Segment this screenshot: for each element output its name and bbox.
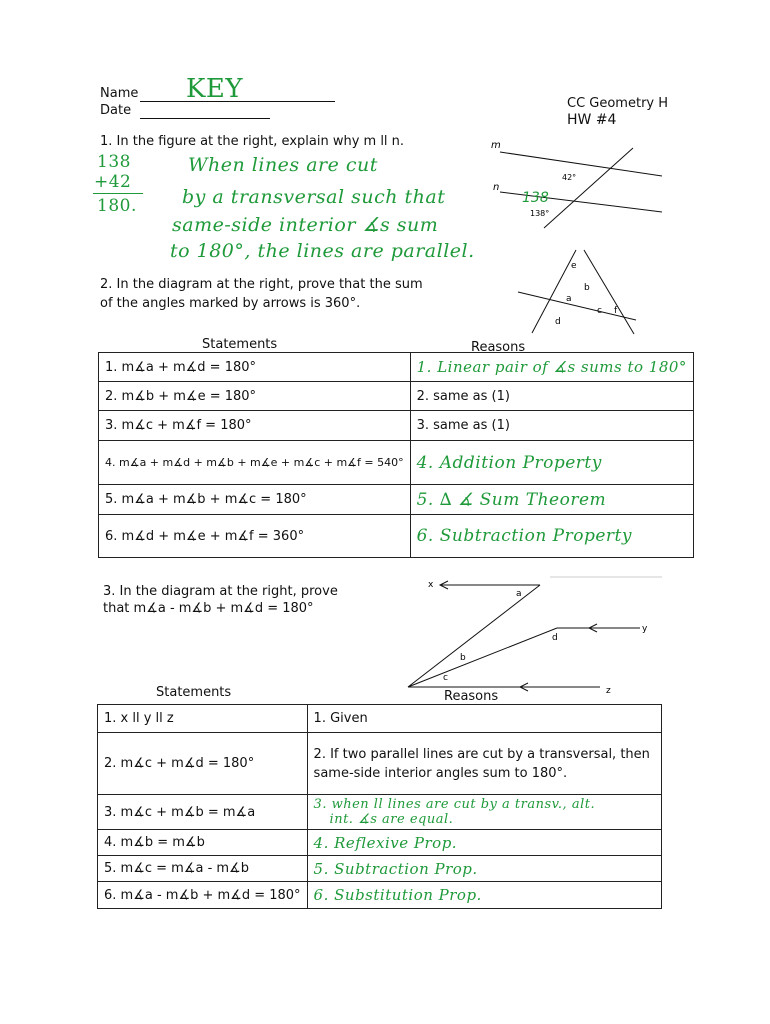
problem1-answer-1: When lines are cut [188,154,378,176]
reason-cell [307,882,661,909]
table-row [98,733,662,795]
label-b: b [460,653,466,663]
reason-cell [307,733,661,795]
table-row [98,705,662,733]
angle-label-handwritten: 138 [522,190,549,206]
problem3-prompt-2: that m∡a - m∡b + m∡d = 180° [103,601,314,616]
reason-hand: 6. Substitution Prop. [313,886,482,904]
problem1-work-3: 180. [97,196,137,216]
statement-cell: 6. m∡a - m∡b + m∡d = 180° [98,882,308,909]
reason-hand: 1. Linear pair of ∡s sums to 180° [416,358,687,376]
reason-cell [307,795,661,830]
reason-line-2: same-side interior angles sum to 180°. [313,765,568,781]
problem1-answer-4: to 180°, the lines are parallel. [170,240,475,262]
name-label: Name [100,86,139,101]
reason-cell: 2. same as (1) [410,382,693,411]
reason-cell: 3. same as (1) [410,411,693,441]
label-b: b [584,283,590,293]
problem1-answer-2: by a transversal such that [182,186,446,208]
problem3-proof-table [97,704,662,909]
label-d: d [555,317,561,327]
label-x: x [428,580,434,590]
reason-hand: 5. ∆ ∡ Sum Theorem [416,489,607,510]
statement-cell: 6. m∡d + m∡e + m∡f = 360° [99,515,411,558]
label-d: d [552,633,558,643]
problem2-prompt-2: of the angles marked by arrows is 360°. [100,296,361,311]
reason-hand: 5. Subtraction Prop. [313,859,478,878]
reason-hand: 4. Addition Property [416,452,602,473]
date-label: Date [100,103,132,118]
problem1-work-2: +42 [94,172,132,192]
label-a: a [566,294,572,304]
problem3-reasons-header: Reasons [444,689,499,704]
statement-cell: 4. m∡b = m∡b [98,830,308,856]
problem1-prompt: 1. In the figure at the right, explain why m ll n. [100,134,405,149]
name-value: KEY [186,74,244,104]
problem3-statements-header: Statements [156,685,232,700]
angle-label-top: 42° [562,173,577,182]
transversal-a [408,585,540,687]
label-f: f [614,306,618,316]
statement-cell: 2. m∡b + m∡e = 180° [99,382,411,411]
reason-cell: 1. Given [307,705,661,733]
table-row [98,795,662,830]
reason-cell [307,856,661,882]
statement-cell: 1. x ll y ll z [98,705,308,733]
problem1-answer-3: same-side interior ∡s sum [172,214,439,236]
label-n: n [493,182,500,193]
angle-label-bottom: 138° [530,209,550,218]
course-title: CC Geometry H [567,96,669,111]
reason-hand: 6. Subtraction Property [416,526,632,546]
label-m: m [491,140,501,151]
statement-cell: 1. m∡a + m∡d = 180° [99,353,411,382]
label-e: e [571,261,577,271]
reason-line-2: int. ∡s are equal. [329,812,454,827]
label-c: c [443,673,448,683]
statement-cell: 3. m∡c + m∡f = 180° [99,411,411,441]
label-z: z [606,686,611,696]
statement-cell: 5. m∡a + m∡b + m∡c = 180° [99,485,411,515]
problem1-work-1: 138 [97,152,131,172]
reason-line-1: 3. when ll lines are cut by a transv., alt. [313,797,596,812]
statement-cell: 5. m∡c = m∡a - m∡b [98,856,308,882]
label-a: a [516,589,522,599]
label-y: y [642,624,648,634]
table-row [98,856,662,882]
table-row [98,830,662,856]
reason-line-1: 2. If two parallel lines are cut by a transversal, then [313,746,650,762]
statement-cell: 2. m∡c + m∡d = 180° [98,733,308,795]
assignment-title: HW #4 [567,112,617,128]
transversal-b [408,628,557,687]
reason-cell [307,830,661,856]
problem2-statements-header: Statements [202,337,278,352]
table-row [98,882,662,909]
problem3-prompt-1: 3. In the diagram at the right, prove [103,584,338,599]
problem2-reasons-header: Reasons [471,340,526,355]
statement-cell: 4. m∡a + m∡d + m∡b + m∡e + m∡c + m∡f = 540° [99,441,411,485]
reason-hand: 4. Reflexive Prop. [313,833,458,852]
problem2-prompt-1: 2. In the diagram at the right, prove that the sum [100,277,423,292]
statement-cell: 3. m∡c + m∡b = m∡a [98,795,308,830]
label-c: c [597,306,602,316]
